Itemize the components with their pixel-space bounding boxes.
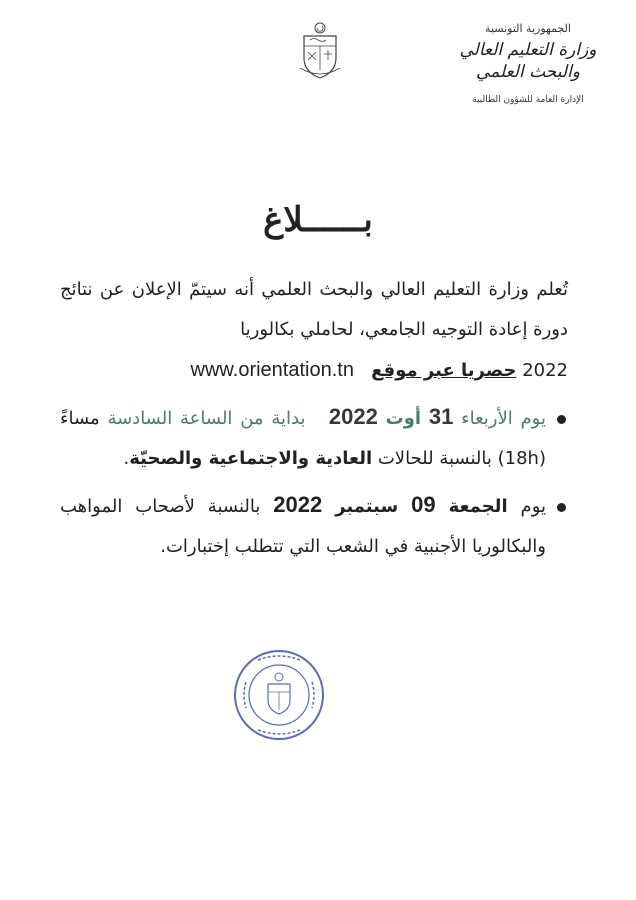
republic-label: الجمهورية التونسية xyxy=(485,22,571,35)
website-link: www.orientation.tn xyxy=(190,359,354,381)
intro-paragraph xyxy=(60,270,568,350)
bullet1-cases-text: بالنسبة للحالات xyxy=(377,448,492,469)
bullet1-day: يوم الأربعاء xyxy=(461,408,546,429)
bullet1-month: أوت xyxy=(385,408,422,429)
intro-year: 2022 xyxy=(522,360,568,381)
bullet1-first-line xyxy=(100,404,546,429)
bullet1-year: 2022 xyxy=(328,404,378,429)
bullet1-evening: مساءً xyxy=(60,408,100,429)
ministry-name-line2: والبحث العلمي xyxy=(475,62,581,82)
bullet1-date-number: 31 xyxy=(428,404,454,429)
exclusively-label: حصريا عبر موقع xyxy=(371,360,517,381)
intro-website-line xyxy=(60,350,568,391)
bullet2-rest: بالنسبة لأصحاب المواهب والبكالوريا الأجنبية في الشعب التي تتطلب إختبارات. xyxy=(60,496,546,557)
bullet1-hour: (18h) xyxy=(497,448,546,469)
ministry-header xyxy=(448,22,608,105)
ministry-stamp-icon xyxy=(232,648,326,742)
bullet2-year: 2022 xyxy=(273,492,323,517)
bullet-second-announcement xyxy=(60,485,568,567)
announcement-title: بــــــلاغ xyxy=(263,200,373,240)
bullet2-day-prefix: يوم xyxy=(520,496,546,517)
bullet-dot xyxy=(557,415,566,424)
bullet1-from-time: بداية من الساعة السادسة xyxy=(107,408,306,429)
bullet-first-announcement xyxy=(60,397,568,479)
ministry-name-line1: وزارة التعليم العالي xyxy=(459,40,597,60)
bullet2-month: سبتمبر xyxy=(335,496,399,517)
directorate-label: الإدارة العامة للشؤون الطالبية xyxy=(472,95,584,105)
bullet1-end: . xyxy=(123,448,130,469)
announcement-body xyxy=(60,270,568,567)
bullet-dot xyxy=(557,503,566,512)
tunisia-coat-of-arms-icon xyxy=(298,20,342,80)
bullet2-day: الجمعة xyxy=(448,496,508,517)
bullet1-cases-bold: العادية والاجتماعية والصحيّة xyxy=(129,448,373,469)
intro-text: تُعلم وزارة التعليم العالي والبحث العلمي أنه سيتمّ الإعلان عن نتائج دورة إعادة التوجيه الجامعي، لحاملي بكالوريا xyxy=(60,279,568,340)
bullet2-date-number: 09 xyxy=(411,492,436,517)
